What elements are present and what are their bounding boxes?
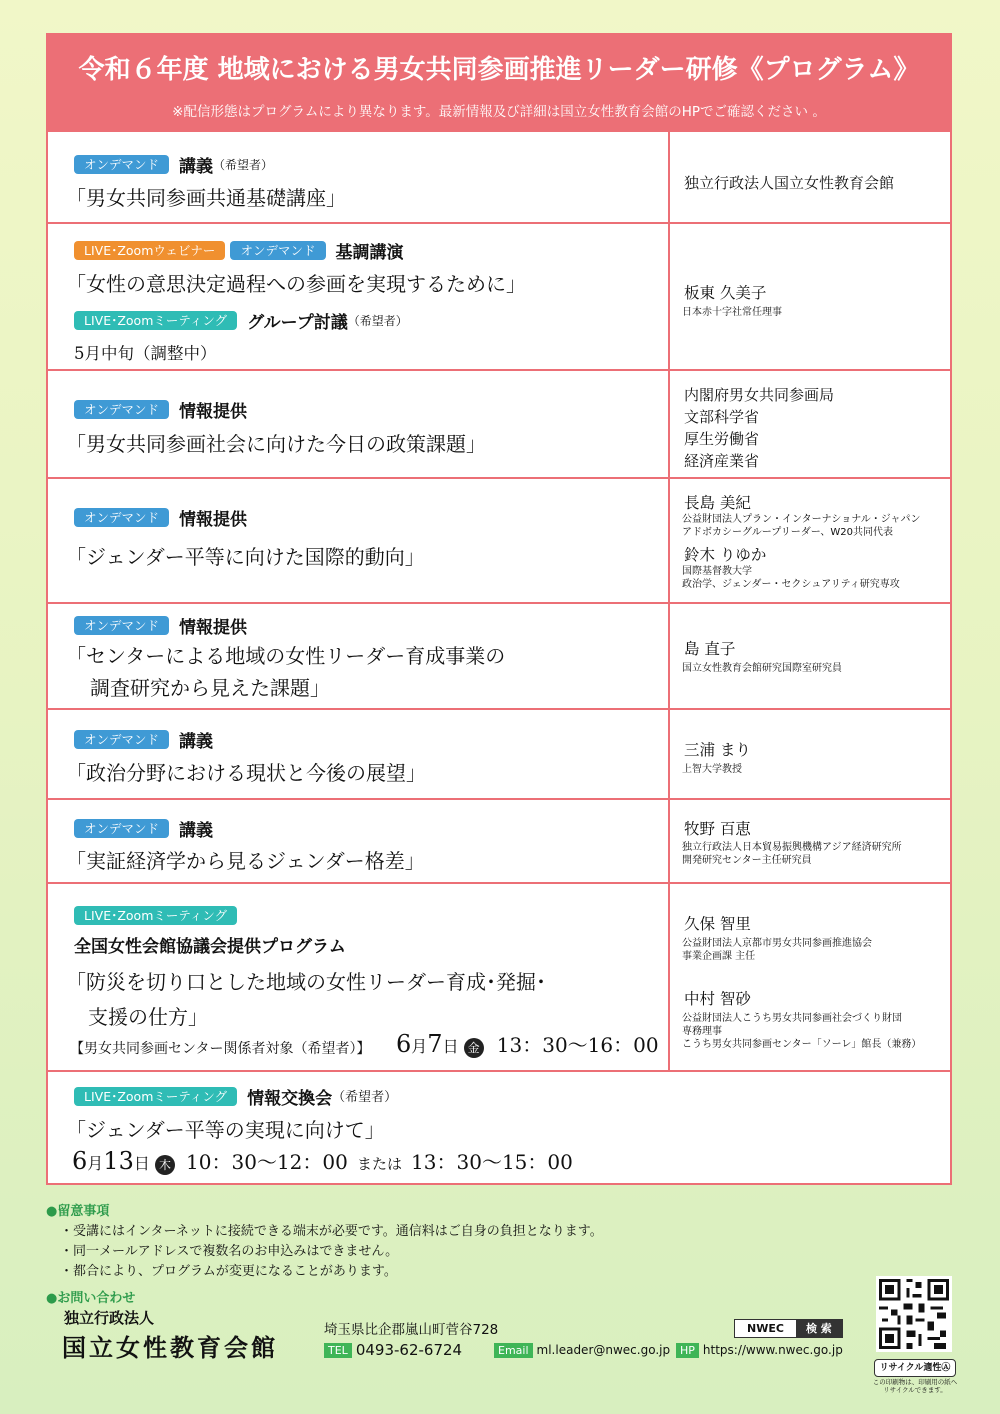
- session-title: 「女性の意思決定過程への参画を実現するために」: [66, 272, 526, 296]
- speaker-org: 内閣府男女共同参画局: [684, 386, 835, 404]
- program-row-7: [48, 800, 950, 884]
- tag-ondemand: オンデマンド: [74, 155, 169, 174]
- session-date: 5月中旬（調整中）: [74, 344, 217, 363]
- session-kind: 情報提供: [179, 510, 248, 530]
- session-title: 「実証経済学から見るジェンダー格差」: [66, 849, 425, 873]
- speaker-affiliation: 公益財団法人京都市男女共同参画推進協会: [682, 938, 872, 949]
- tel-label: TEL: [324, 1343, 352, 1358]
- speaker-name: 島 直子: [684, 640, 736, 658]
- program-row-5: [48, 604, 950, 710]
- recycle-mark: リサイクル適性Ⓐ: [874, 1359, 956, 1377]
- tag-ondemand: オンデマンド: [74, 508, 169, 527]
- tag-ondemand: オンデマンド: [230, 241, 325, 260]
- speaker-affiliation: 開発研究センター主任研究員: [682, 855, 812, 866]
- program-row-6: [48, 710, 950, 800]
- hp-label: HP: [676, 1343, 699, 1358]
- speaker-name: 板東 久美子: [684, 284, 767, 302]
- session-title-line2: 調査研究から見えた課題」: [90, 676, 330, 700]
- session-time-1: 10：30〜12：00: [186, 1150, 348, 1174]
- speaker-affiliation: 国際基督教大学: [682, 566, 752, 577]
- program-row-8: [48, 884, 950, 1072]
- speaker-affiliation: 上智大学教授: [682, 764, 742, 775]
- qr-code-icon: [876, 1276, 952, 1352]
- email: [494, 1343, 670, 1358]
- target-note: 【男女共同参画センター関係者対象（希望者）】: [70, 1041, 371, 1057]
- program-row-1: [48, 132, 950, 224]
- program-table: [48, 132, 950, 1183]
- session-title: 「男女共同参画共通基礎講座」: [66, 186, 346, 210]
- session-title: 「男女共同参画社会に向けた今日の政策課題」: [66, 432, 486, 456]
- program-row-3: [48, 371, 950, 479]
- kind-note: （希望者）: [347, 314, 408, 328]
- session-title: 「ジェンダー平等の実現に向けて」: [66, 1118, 385, 1142]
- email-link[interactable]: ml.leader@nwec.go.jp: [536, 1343, 671, 1357]
- speaker-affiliation: アドボカシーグループリーダー、W20共同代表: [682, 527, 894, 538]
- session-kind-2: グループ討議: [247, 313, 348, 333]
- session-kind: 情報交換会: [247, 1089, 333, 1109]
- session-kind: 講義: [179, 732, 214, 752]
- speaker-affiliation: 専務理事: [682, 1026, 722, 1037]
- speaker-name: 鈴木 りゆか: [684, 546, 767, 564]
- weekday-badge: 金: [464, 1038, 484, 1058]
- speaker-org: 経済産業省: [684, 452, 760, 470]
- speaker-affiliation: 日本赤十字社常任理事: [682, 307, 782, 318]
- program-name: 全国女性会館協議会提供プログラム: [74, 937, 346, 957]
- speaker-name: 牧野 百恵: [684, 820, 751, 838]
- speaker-name: 長島 美紀: [684, 494, 751, 512]
- contact-heading: ●お問い合わせ: [46, 1291, 136, 1306]
- speaker-affiliation: 独立行政法人日本貿易振興機構アジア経済研究所: [682, 842, 902, 853]
- session-title-line1: 「防災を切り口とした地域の女性リーダー育成･発掘･: [66, 970, 546, 994]
- speaker-affiliation: 公益財団法人プラン・インターナショナル・ジャパン: [682, 514, 921, 525]
- session-time-2: 13：30〜15：00: [411, 1150, 573, 1174]
- session-title-line1: 「センターによる地域の女性リーダー育成事業の: [66, 644, 506, 668]
- speaker-name: 久保 智里: [684, 915, 751, 933]
- speaker-affiliation: 国立女性教育会館研究国際室研究員: [682, 663, 842, 674]
- speaker-org: 文部科学省: [684, 408, 760, 426]
- tag-ondemand: オンデマンド: [74, 616, 169, 635]
- speaker-affiliation: 公益財団法人こうち男女共同参画社会づくり財団: [682, 1013, 902, 1024]
- header-note: ※配信形態はプログラムにより異なります。最新情報及び詳細は国立女性教育会館のHPでご確認ください 。: [172, 104, 826, 120]
- session-kind: 情報提供: [179, 402, 248, 422]
- tag-ondemand: オンデマンド: [74, 819, 169, 838]
- kind-note: （希望者）: [213, 158, 274, 172]
- tag-ondemand: オンデマンド: [74, 730, 169, 749]
- search-word: NWEC: [735, 1320, 796, 1337]
- speaker-affiliation: 政治学、ジェンダー・セクシュアリティ研究専攻: [682, 579, 900, 590]
- search-box[interactable]: [734, 1319, 843, 1338]
- speaker-affiliation: こうち男女共同参画センター「ソーレ」館長（兼務）: [682, 1039, 922, 1050]
- session-date: 6月13日 木 10：30〜12：00 または 13：30〜15：00: [72, 1147, 573, 1175]
- tag-live-webinar: LIVE･Zoomウェビナー: [74, 241, 225, 260]
- kind-note: （希望者）: [332, 1090, 398, 1105]
- note-item: ・都合により、プログラムが変更になることがあります。: [60, 1264, 397, 1279]
- session-title: 「ジェンダー平等に向けた国際的動向」: [66, 545, 425, 569]
- search-button[interactable]: 検 索: [796, 1320, 842, 1337]
- session-kind: 講義: [179, 821, 214, 841]
- tag-live-meeting: LIVE･Zoomミーティング: [74, 311, 237, 330]
- address: 埼玉県比企郡嵐山町菅谷728: [324, 1322, 499, 1338]
- org-name: 国立女性教育会館: [62, 1334, 278, 1362]
- program-row-2: [48, 224, 950, 371]
- recycle-note: この印刷物は、印刷用の紙へリサイクルできます。: [872, 1378, 958, 1394]
- session-title: 「政治分野における現状と今後の展望」: [66, 761, 426, 785]
- note-item: ・受講にはインターネットに接続できる端末が必要です。通信料はご自身の負担となります。: [60, 1224, 603, 1239]
- speaker-affiliation: 事業企画課 主任: [682, 951, 756, 962]
- program-row-9: [48, 1072, 950, 1183]
- session-date: 6月7日 金 13：30〜16：00: [396, 1030, 659, 1058]
- tag-live-meeting: LIVE･Zoomミーティング: [74, 1087, 237, 1106]
- speaker-name: 三浦 まり: [684, 741, 751, 759]
- session-kind: 講義: [179, 157, 214, 177]
- email-label: Email: [494, 1343, 533, 1358]
- note-item: ・同一メールアドレスで複数名のお申込みはできません。: [60, 1244, 399, 1259]
- homepage: [676, 1343, 843, 1358]
- tel: [324, 1341, 462, 1359]
- tag-ondemand: オンデマンド: [74, 400, 169, 419]
- program-frame: [46, 33, 952, 1185]
- tag-live-meeting: LIVE･Zoomミーティング: [74, 906, 237, 925]
- or-text: または: [356, 1155, 402, 1173]
- speaker-org: 独立行政法人国立女性教育会館: [684, 174, 895, 192]
- tel-number: 0493-62-6724: [355, 1341, 463, 1359]
- session-kind: 情報提供: [179, 618, 248, 638]
- header: [48, 35, 950, 132]
- page-title: 令和６年度 地域における男女共同参画推進リーダー研修《プログラム》: [78, 55, 920, 85]
- program-row-4: [48, 479, 950, 604]
- session-kind: 基調講演: [335, 243, 404, 263]
- session-title-line2: 支援の仕方」: [88, 1005, 208, 1029]
- weekday-badge: 木: [155, 1155, 175, 1175]
- notes-heading: ●留意事項: [46, 1204, 110, 1219]
- session-time: 13：30〜16：00: [496, 1033, 659, 1057]
- hp-link[interactable]: https://www.nwec.go.jp: [702, 1343, 843, 1357]
- org-type: 独立行政法人: [64, 1309, 155, 1327]
- speaker-org: 厚生労働省: [684, 430, 760, 448]
- notes-section: [46, 1202, 603, 1282]
- speaker-name: 中村 智砂: [684, 990, 751, 1008]
